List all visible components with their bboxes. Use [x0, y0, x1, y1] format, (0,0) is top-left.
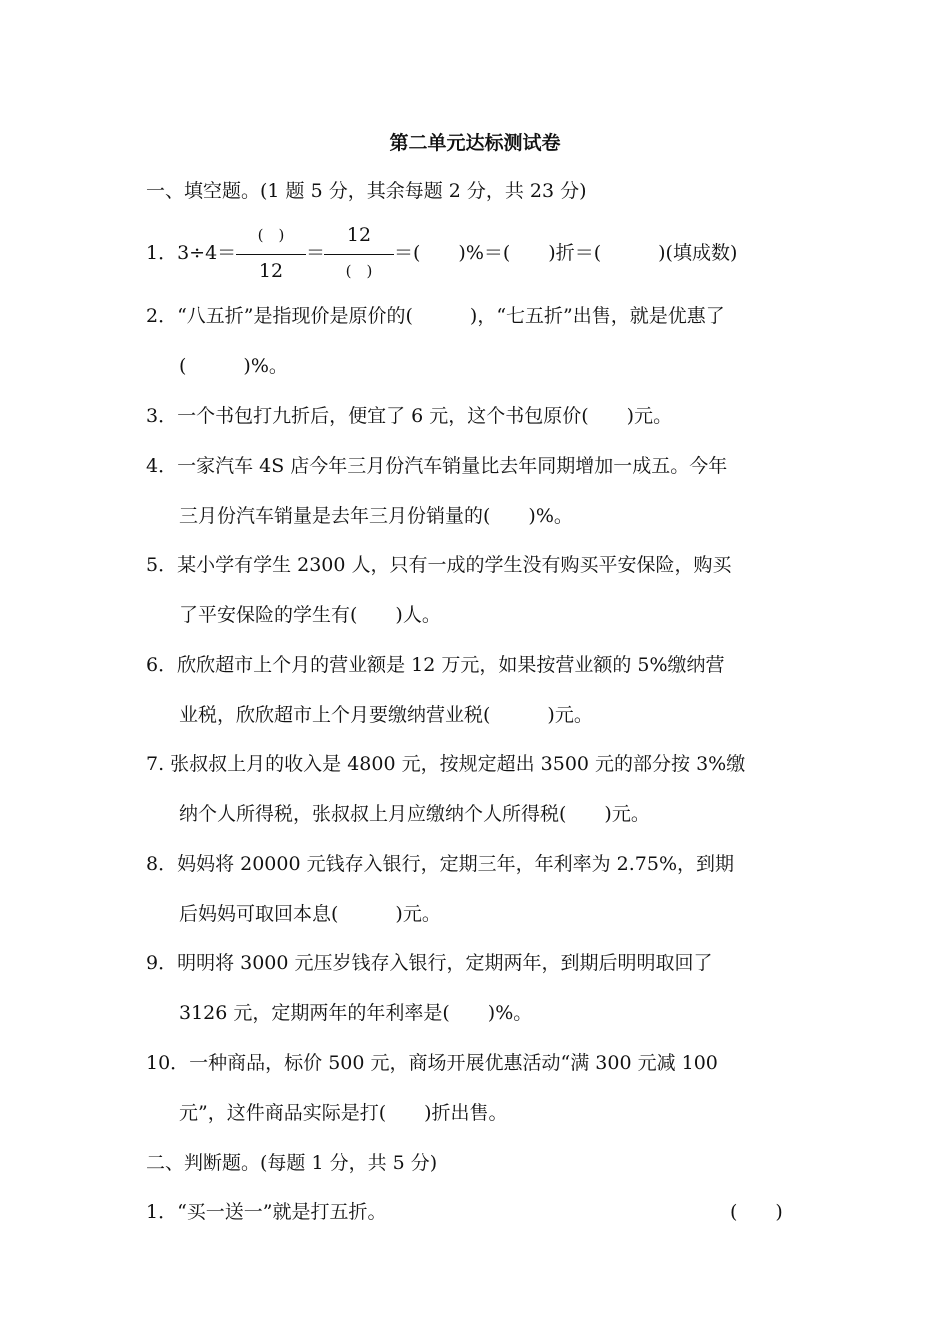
question-7-line-1: 7. 张叔叔上月的收入是 4800 元，按规定超出 3500 元的部分按 3%缴	[146, 753, 746, 775]
question-8-line-2: 后妈妈可取回本息( )元。	[179, 903, 441, 925]
question-2-line-2: ( )%。	[179, 355, 288, 377]
question-2-line-1: 2．“八五折”是指现价是原价的( )，“七五折”出售，就是优惠了	[146, 305, 725, 327]
question-6-line-2: 业税，欣欣超市上个月要缴纳营业税( )元。	[179, 704, 593, 726]
question-10-line-1: 10．一种商品，标价 500 元，商场开展优惠活动“满 300 元减 100	[146, 1052, 718, 1074]
q1-lead: 1．3÷4＝	[146, 242, 237, 264]
q1-fraction-1	[236, 222, 306, 286]
judge-answer-blank: ( )	[730, 1201, 783, 1223]
question-6-line-1: 6．欣欣超市上个月的营业额是 12 万元，如果按营业额的 5%缴纳营	[146, 654, 725, 676]
question-4-line-1: 4．一家汽车 4S 店今年三月份汽车销量比去年同期增加一成五。今年	[146, 455, 728, 477]
exam-title: 第二单元达标测试卷	[389, 132, 561, 154]
q1-frac1-numerator: ( )	[257, 226, 285, 244]
question-3: 3．一个书包打九折后，便宜了 6 元，这个书包原价( )元。	[146, 405, 673, 427]
question-10-line-2: 元”，这件商品实际是打( )折出售。	[179, 1102, 508, 1124]
q1-frac2-denominator: ( )	[345, 262, 373, 280]
question-5-line-1: 5．某小学有学生 2300 人，只有一成的学生没有购买平安保险，购买	[146, 554, 732, 576]
question-5-line-2: 了平安保险的学生有( )人。	[179, 604, 441, 626]
question-9-line-2: 3126 元，定期两年的年利率是( )%。	[179, 1002, 533, 1024]
q1-rest: ＝( )%＝( )折＝( )(填成数)	[394, 242, 738, 264]
question-1	[146, 222, 786, 286]
section1-heading: 一、填空题。(1 题 5 分，其余每题 2 分，共 23 分)	[146, 180, 587, 202]
question-7-line-2: 纳个人所得税，张叔叔上月应缴纳个人所得税( )元。	[179, 803, 650, 825]
question-8-line-1: 8．妈妈将 20000 元钱存入银行，定期三年，年利率为 2.75%，到期	[146, 853, 735, 875]
fraction-bar	[236, 254, 306, 255]
q1-equals: ＝	[306, 242, 326, 264]
fraction-bar	[324, 254, 394, 255]
question-9-line-1: 9．明明将 3000 元压岁钱存入银行，定期两年，到期后明明取回了	[146, 952, 713, 974]
judge-question-1: 1．“买一送一”就是打五折。	[146, 1201, 387, 1223]
question-4-line-2: 三月份汽车销量是去年三月份销量的( )%。	[179, 505, 573, 527]
q1-fraction-2	[324, 222, 394, 286]
section2-heading: 二、判断题。(每题 1 分，共 5 分)	[146, 1152, 438, 1174]
q1-frac2-numerator: 12	[346, 224, 372, 246]
q1-frac1-denominator: 12	[258, 260, 284, 282]
